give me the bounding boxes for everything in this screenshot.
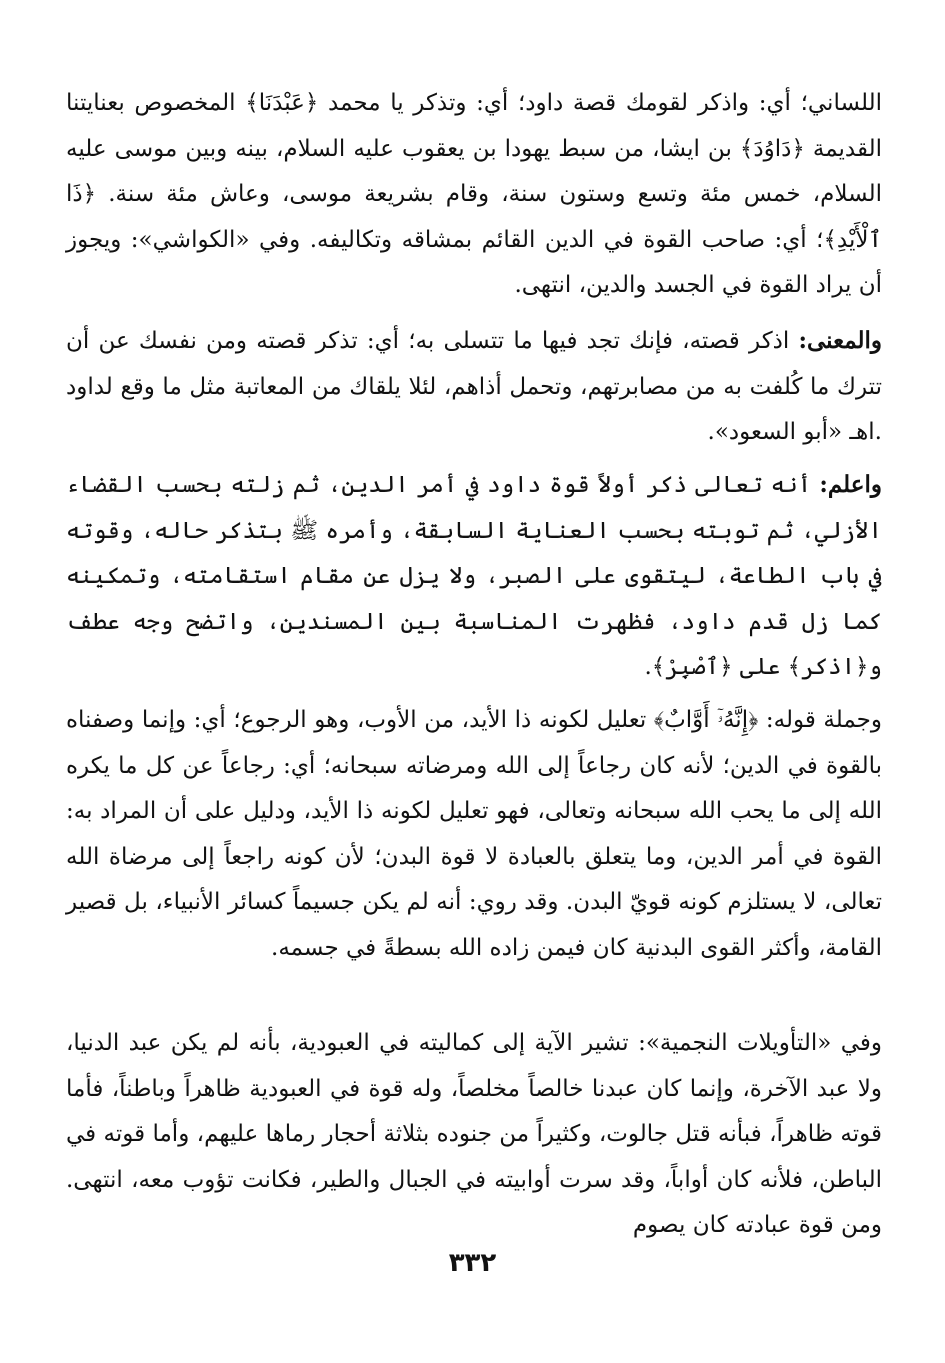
paragraph-lead: واعلم:: [819, 471, 882, 498]
paragraph-text: [66, 1020, 882, 1249]
paragraph-text: [66, 697, 882, 971]
paragraph-body: وفي «التأويلات النجمية»: تشير الآية إلى كماليته في العبودية، بأنه لم يكن عبد الدنيا، ولا عبد الآخرة، وإنما كان عبدنا خالصاً مخلصاً، وله قوة في العبودية ظاهراً وباطناً، فأما قوته ظاهراً، فبأنه قتل جالوت، وكثيراً من جنوده بثلاثة أحجار رماها عليهم، وأما قوته في الباطن، فلأنه كان أواباً، وقد سرت أوابيته في الجبال والطير، فكانت تؤوب معه، انتهى. ومن قوة عبادته كان يصوم: [66, 1030, 882, 1238]
paragraph-know: [66, 462, 882, 691]
paragraph-text: [66, 318, 882, 456]
paragraph-tawilat: [66, 1020, 882, 1249]
paragraph-text: [66, 80, 882, 309]
paragraph-body: اذكر قصته، فإنك تجد فيها ما تتسلى به؛ أي: تذكر قصته ومن نفسك عن أن تترك ما كُلفت به من مصابرتهم، وتحمل أذاهم، لئلا يلقاك من المعاتبة مثل ما وقع لداود .اهـ «أبو السعود».: [66, 328, 882, 445]
paragraph-meaning: [66, 318, 882, 456]
paragraph-lisani: [66, 80, 882, 309]
paragraph-body: أنه تعالى ذكر أولاً قوة داود في أمر الدين، ثم زلته بحسب القضاء الأزلي، ثم توبته بحسب العناية السابقة، وأمره ﷺ بتذكر حاله، وقوته في باب الطاعة، ليتقوى على الصبر، ولا يزل عن مقام استقامته، وتمكينه كما زل قدم داود، فظهرت المناسبة بين المسندين، واتضح وجه عطف و﴿اذكر﴾ على ﴿ٱصْبِرْ﴾.: [66, 472, 882, 680]
paragraph-body: اللساني؛ أي: واذكر لقومك قصة داود؛ أي: وتذكر يا محمد ﴿عَبْدَنَا﴾ المخصوص بعنايتنا القديمة ﴿دَاوُدَ﴾ بن ايشا، من سبط يهودا بن يعقوب عليه السلام، بينه وبين موسى عليه السلام، خمس مئة وتسع وستون سنة، وقام بشريعة موسى، وعاش مئة سنة. ﴿ذَا ٱلْأَيْدِ﴾؛ أي: صاحب القوة في الدين القائم بمشاقه وتكاليفه. وفي «الكواشي»: ويجوز أن يراد القوة في الجسد والدين، انتهى.: [66, 90, 882, 298]
page-number: ٣٣٢: [448, 1248, 497, 1278]
paragraph-lead: والمعنى:: [798, 327, 882, 354]
paragraph-text: [66, 462, 882, 691]
paragraph-body: وجملة قوله: ﴿إِنَّهُۥٓ أَوَّابٌ﴾ تعليل لكونه ذا الأيد، من الأوب، وهو الرجوع؛ أي: وإنما وصفناه بالقوة في الدين؛ لأنه كان رجاعاً إلى الله ومرضاته سبحانه؛ أي: رجاعاً عن كل ما يكره الله إلى ما يحب الله سبحانه وتعالى، فهو تعليل لكونه ذا الأيد، ودليل على أن المراد به: القوة في أمر الدين، وما يتعلق بالعبادة لا قوة البدن؛ لأن كونه راجعاً إلى مرضاة الله تعالى، لا يستلزم كونه قويّ البدن. وقد روي: أنه لم يكن جسيماً كسائر الأنبياء، بل قصير القامة، وأكثر القوى البدنية كان فيمن زاده الله بسطةً في جسمه.: [66, 707, 882, 961]
paragraph-sentence: [66, 697, 882, 971]
